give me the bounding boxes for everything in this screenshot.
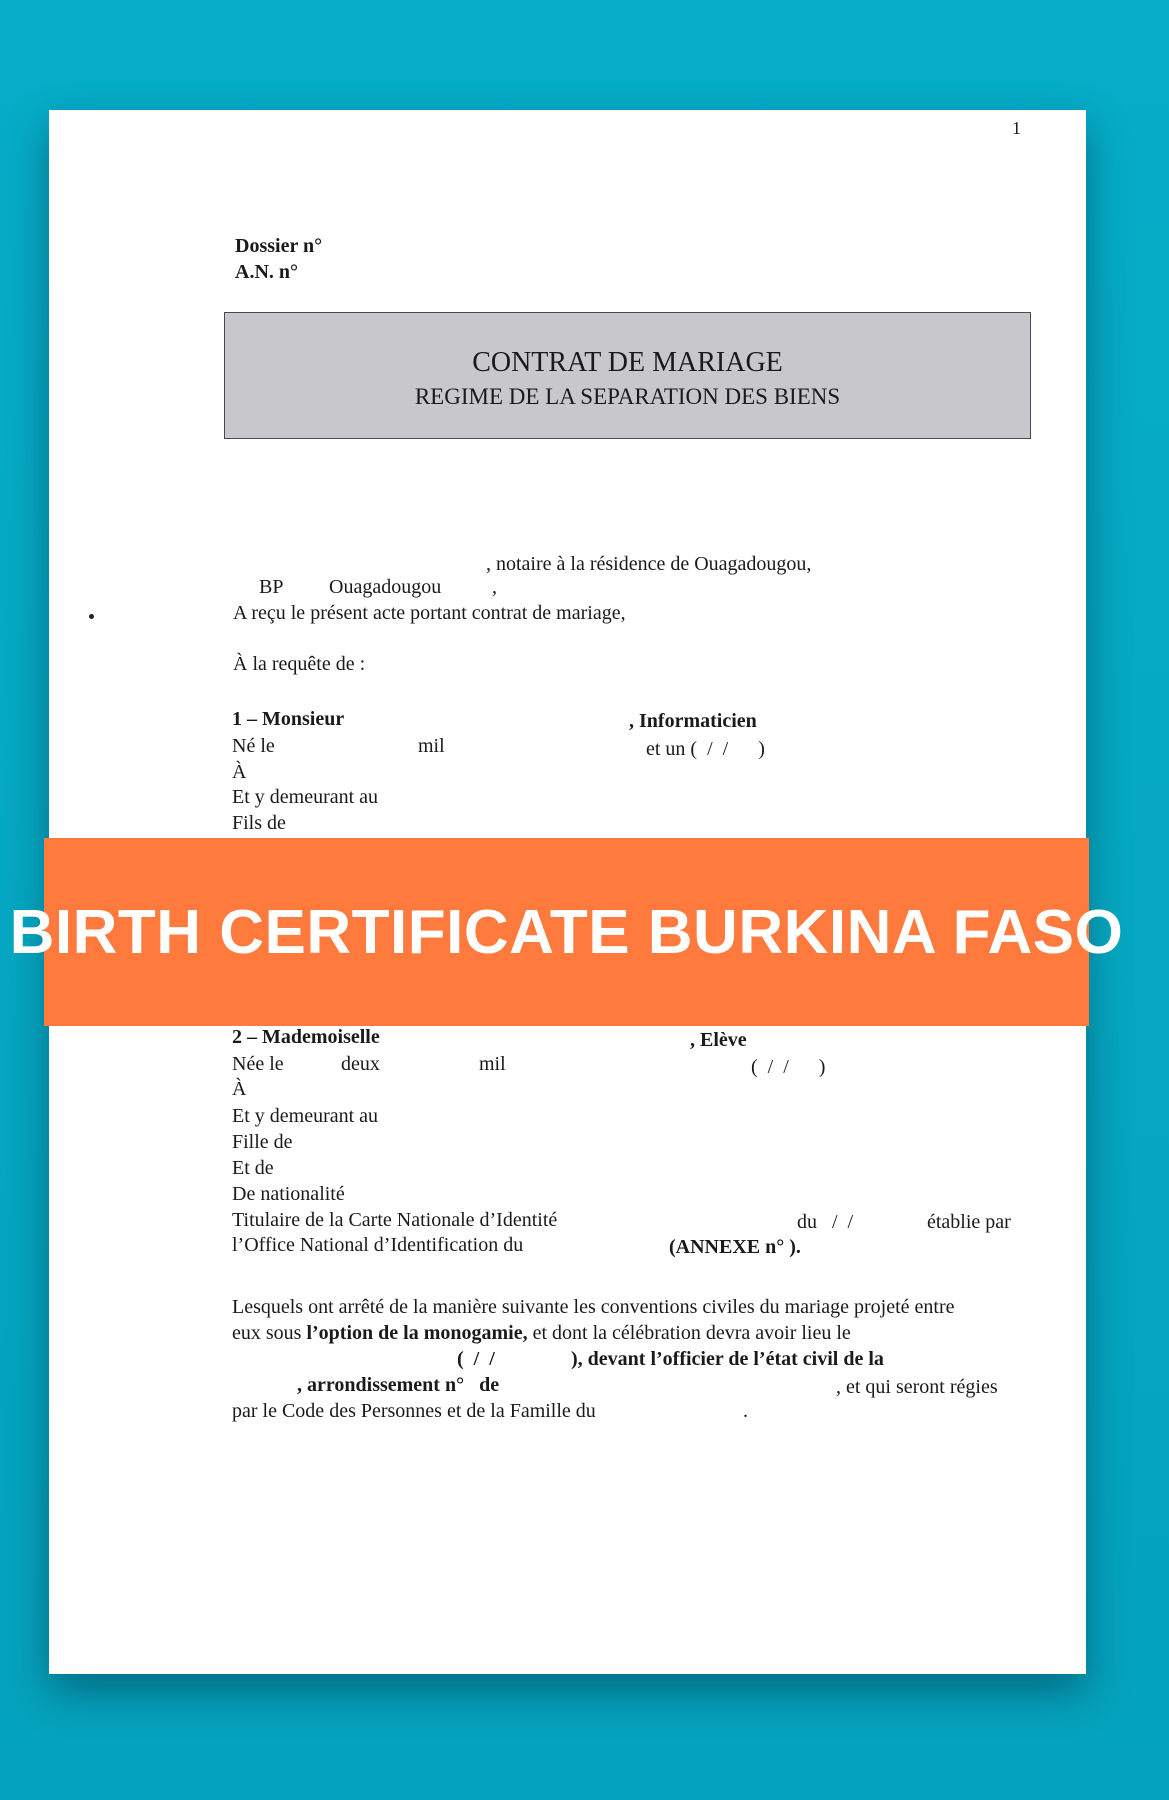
party1-mil: mil	[418, 735, 445, 757]
bp-label: BP	[259, 576, 284, 598]
party2-heading: 2 – Mademoiselle	[232, 1026, 380, 1048]
party2-id-date: du / /	[797, 1211, 854, 1233]
conventions-line-5: par le Code des Personnes et de la Famille du	[232, 1400, 596, 1422]
banner-text: BIRTH CERTIFICATE BURKINA FASO	[9, 897, 1124, 967]
an-label: A.N. n°	[235, 261, 299, 283]
party1-residence-label: Et y demeurant au	[232, 786, 379, 808]
party2-residence-label: Et y demeurant au	[232, 1105, 379, 1127]
document-title: CONTRAT DE MARIAGE	[472, 347, 783, 378]
conventions-line-5-end: .	[743, 1400, 748, 1422]
conventions-line-3: ), devant l’officier de l’état civil de la	[571, 1348, 884, 1370]
party1-born-label: Né le	[232, 735, 275, 757]
city-comma: ,	[492, 576, 497, 598]
page-number: 1	[1012, 118, 1021, 138]
party2-deux: deux	[341, 1053, 380, 1075]
party1-place-label: À	[232, 761, 247, 783]
party2-profession: , Elève	[690, 1029, 747, 1051]
party2-office-label: l’Office National d’Identification du	[232, 1234, 524, 1256]
party1-date: et un ( / / )	[646, 738, 765, 760]
request-line: À la requête de :	[233, 653, 366, 675]
stray-dot	[89, 614, 94, 619]
party2-and-label: Et de	[232, 1157, 274, 1179]
party1-child-label: Fils de	[232, 812, 286, 834]
notary-line: , notaire à la résidence de Ouagadougou,	[486, 553, 812, 575]
party2-id-card-label: Titulaire de la Carte Nationale d’Identité	[232, 1209, 558, 1231]
conventions-line-2: eux sous l’option de la monogamie, et dont la célébration devra avoir lieu le	[232, 1322, 851, 1344]
party2-date: ( / / )	[751, 1056, 826, 1078]
city-label: Ouagadougou	[329, 576, 442, 598]
party2-annex: (ANNEXE n° ).	[669, 1236, 801, 1258]
overlay-banner	[9, 838, 1124, 1026]
party2-child-label: Fille de	[232, 1131, 293, 1153]
conventions-arrondissement: , arrondissement n° de	[297, 1374, 500, 1396]
party2-mil: mil	[479, 1053, 506, 1075]
conventions-line-4: , et qui seront régies	[836, 1376, 998, 1398]
conventions-line-1: Lesquels ont arrêté de la manière suivante les conventions civiles du mariage projeté entre	[232, 1296, 955, 1318]
party2-nationality-label: De nationalité	[232, 1183, 345, 1205]
received-line: A reçu le présent acte portant contrat de mariage,	[233, 602, 626, 624]
title-box	[224, 312, 1031, 439]
party2-issued-by: établie par	[927, 1211, 1011, 1233]
party1-heading: 1 – Monsieur	[232, 708, 345, 730]
party2-place-label: À	[232, 1078, 247, 1100]
dossier-label: Dossier n°	[235, 235, 323, 257]
party1-profession: , Informaticien	[629, 710, 757, 732]
conventions-date: ( / /	[457, 1348, 495, 1370]
document-subtitle: REGIME DE LA SEPARATION DES BIENS	[414, 384, 841, 409]
party2-born-label: Née le	[232, 1053, 284, 1075]
